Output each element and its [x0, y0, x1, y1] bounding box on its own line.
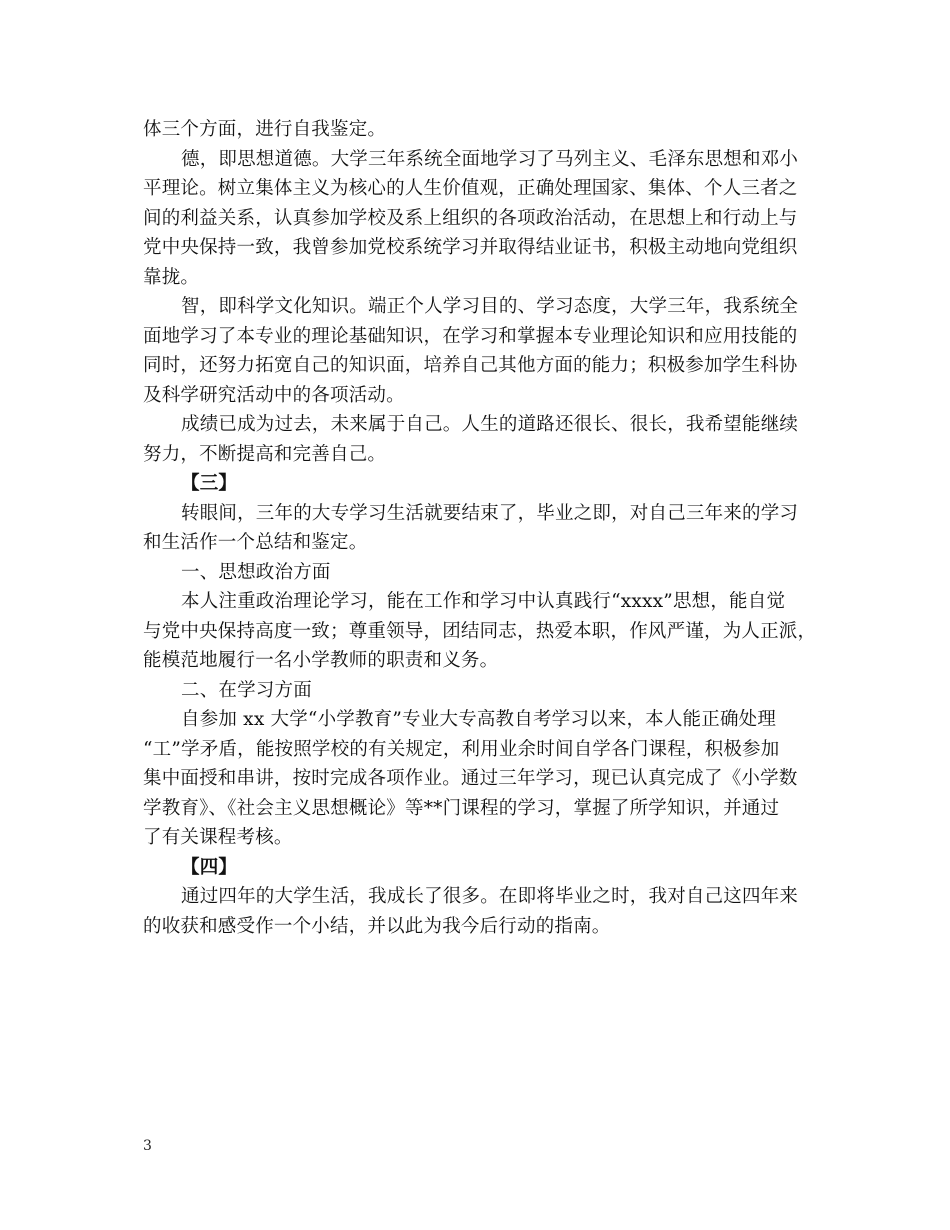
text-line: 本人注重政治理论学习，能在工作和学习中认真践行“xxxx”思想，能自觉	[181, 591, 786, 612]
page-number: 3	[143, 1138, 152, 1154]
text-line: 智，即科学文化知识。端正个人学习目的、学习态度，大学三年，我系统全	[181, 296, 799, 317]
text-line: 了有关课程考核。	[143, 827, 293, 848]
text-line: 自参加 xx 大学“小学教育”专业大专高教自考学习以来，本人能正确处理	[181, 709, 777, 730]
text-line: 学教育》、《社会主义思想概论》等**门课程的学习，掌握了所学知识，并通过	[143, 797, 780, 819]
text-line: “工”学矛盾，能按照学校的有关规定，利用业余时间自学各门课程，积极参加	[143, 738, 780, 760]
document-body	[143, 115, 823, 941]
text-line: 面地学习了本专业的理论基础知识，在学习和掌握本专业理论知识和应用技能的	[143, 325, 798, 347]
text-line: 集中面授和串讲，按时完成各项作业。通过三年学习，现已认真完成了《小学数	[143, 768, 798, 789]
text-line: 德，即思想道德。大学三年系统全面地学习了马列主义、毛泽东思想和邓小	[181, 148, 799, 170]
text-line: 能模范地履行一名小学教师的职责和义务。	[143, 650, 499, 671]
text-line: 及科学研究活动中的各项活动。	[143, 384, 405, 406]
text-line: 努力，不断提高和完善自己。	[143, 443, 387, 465]
text-line: 间的利益关系，认真参加学校及系上组织的各项政治活动，在思想上和行动上与	[143, 207, 798, 229]
text-line: 二、在学习方面	[181, 679, 312, 701]
text-line: 体三个方面，进行自我鉴定。	[143, 119, 387, 140]
text-line: 同时，还努力拓宽自己的知识面，培养自己其他方面的能力；积极参加学生科协	[143, 355, 798, 376]
text-line: 党中央保持一致，我曾参加党校系统学习并取得结业证书，积极主动地向党组织	[143, 237, 798, 258]
section-heading: 【三】	[181, 473, 238, 494]
text-line: 一、思想政治方面	[181, 561, 331, 583]
text-line: 靠拢。	[143, 266, 200, 288]
text-line: 转眼间，三年的大专学习生活就要结束了，毕业之即，对自己三年来的学习	[181, 502, 799, 524]
text-line: 的收获和感受作一个小结，并以此为我今后行动的指南。	[143, 915, 611, 937]
text-line: 成绩已成为过去，未来属于自己。人生的道路还很长、很长，我希望能继续	[181, 414, 799, 435]
section-heading: 【四】	[181, 856, 238, 878]
text-line: 和生活作一个总结和鉴定。	[143, 532, 368, 553]
text-line: 平理论。树立集体主义为核心的人生价值观，正确处理国家、集体、个人三者之	[143, 178, 798, 199]
text-line: 与党中央保持高度一致；尊重领导，团结同志，热爱本职，作风严谨，为人正派，	[143, 620, 817, 642]
text-line: 通过四年的大学生活，我成长了很多。在即将毕业之时，我对自己这四年来	[181, 886, 799, 907]
